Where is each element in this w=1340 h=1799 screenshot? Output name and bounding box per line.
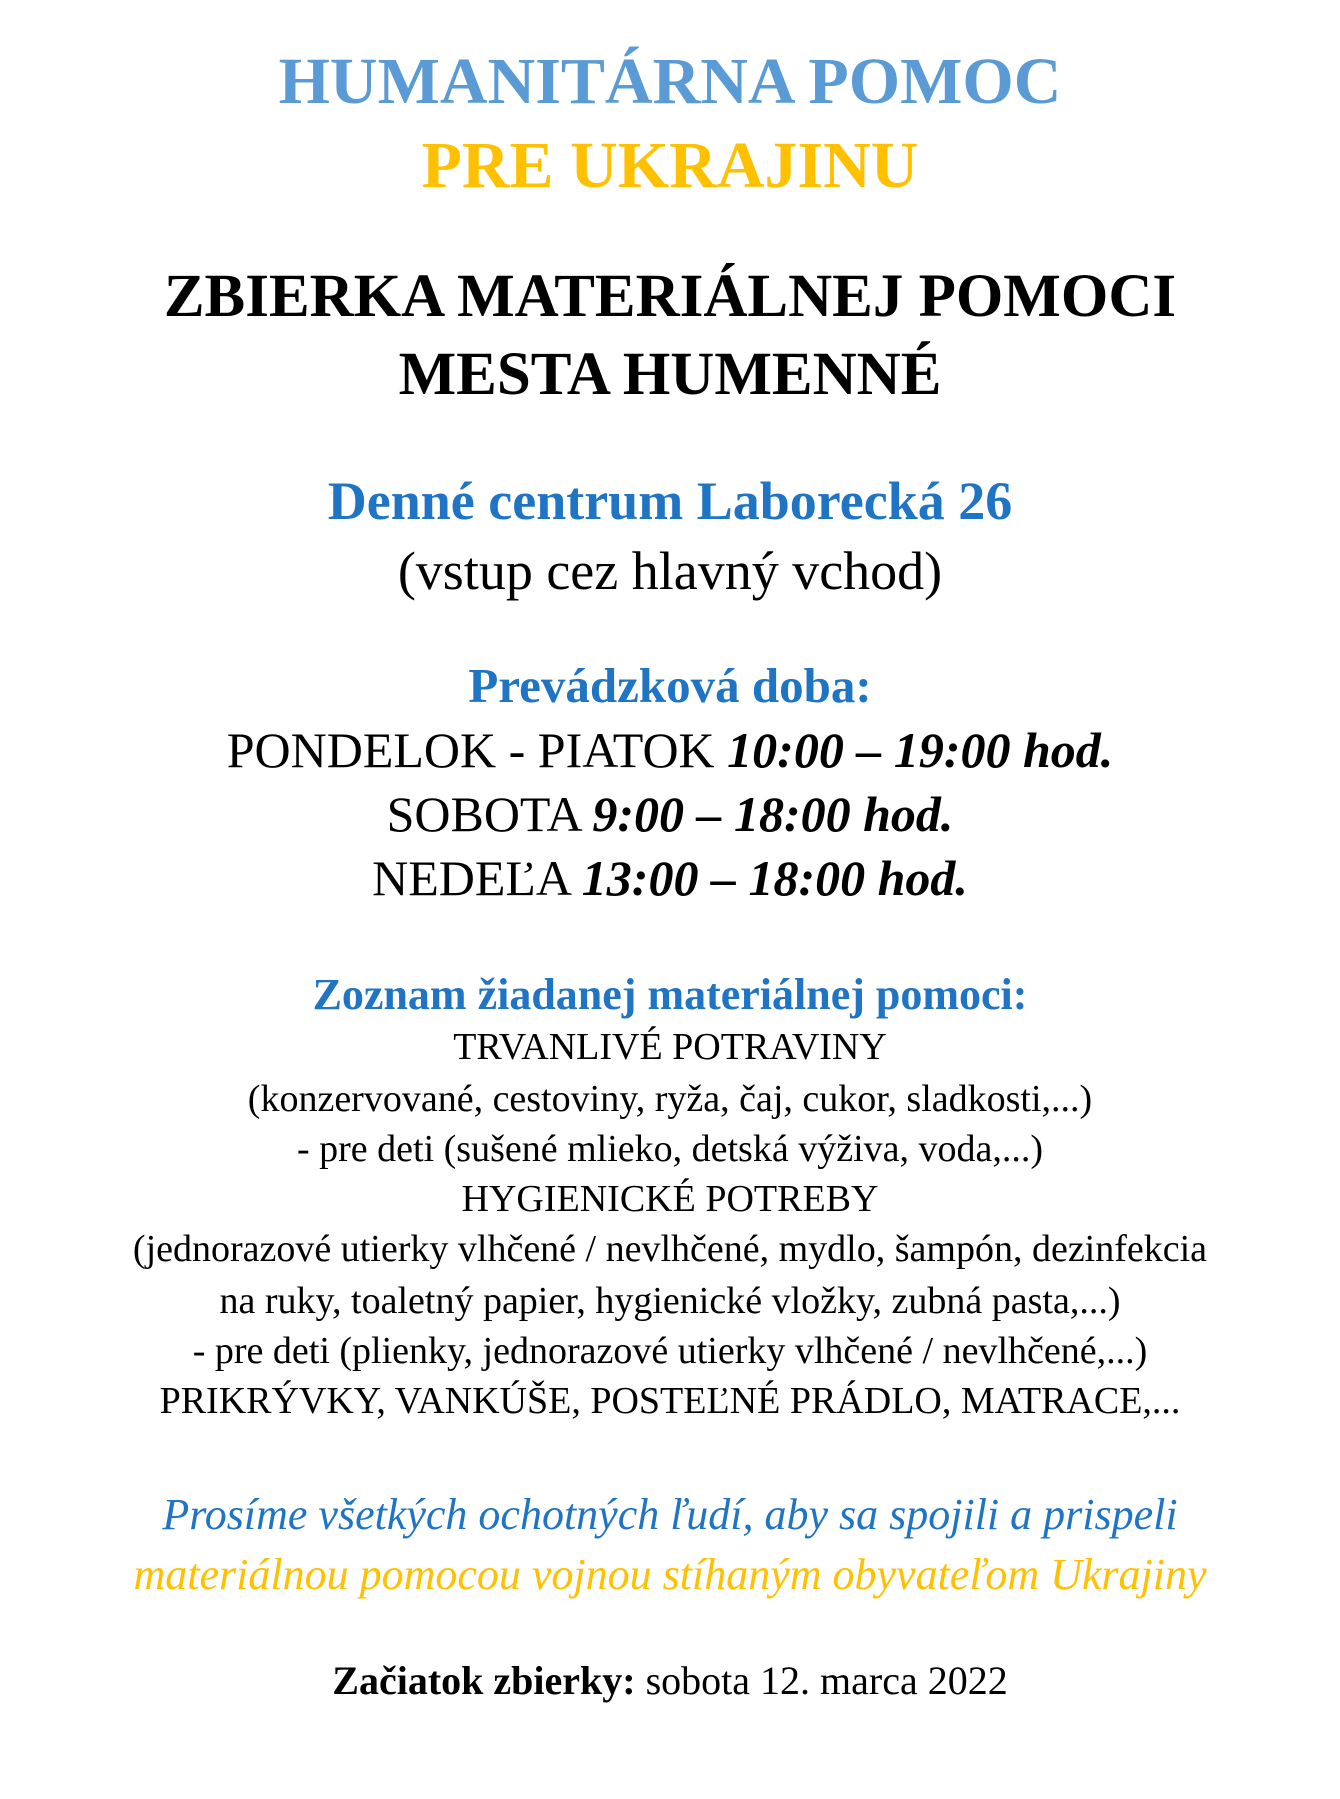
- hours-time: 13:00 – 18:00 hod.: [581, 850, 968, 906]
- hours-row-saturday: [0, 786, 1340, 844]
- start-value: sobota 12. marca 2022: [635, 1658, 1008, 1703]
- start-label: Začiatok zbierky:: [332, 1658, 636, 1703]
- title-line-1: ZBIERKA MATERIÁLNEJ POMOCI: [163, 263, 1177, 330]
- appeal-line-1: Prosíme všetkých ochotných ľudí, aby sa spojili a prispeli: [162, 1490, 1178, 1539]
- hours-row-sunday: [0, 850, 1340, 908]
- list-item: HYGIENICKÉ POTREBY: [461, 1178, 879, 1220]
- hours-time: 10:00 – 19:00 hod.: [727, 722, 1114, 778]
- hours-heading: Prevádzková doba:: [468, 658, 872, 713]
- appeal-line-2: materiálnou pomocou vojnou stíhaným obyvateľom Ukrajiny: [133, 1550, 1207, 1599]
- header-line-1: HUMANITÁRNA POMOC: [278, 45, 1062, 118]
- hours-row-weekdays: [0, 722, 1340, 780]
- list-item: (jednorazové utierky vlhčené / nevlhčené, mydlo, šampón, dezinfekcia: [132, 1228, 1208, 1270]
- list-item: - pre deti (plienky, jednorazové utierky vlhčené / nevlhčené,...): [192, 1330, 1148, 1372]
- start-date: [0, 1658, 1340, 1704]
- list-item: - pre deti (sušené mlieko, detská výživa, voda,...): [296, 1128, 1044, 1170]
- hours-day: SOBOTA: [386, 786, 593, 842]
- location-name: Denné centrum Laborecká 26: [327, 471, 1013, 531]
- title-line-2: MESTA HUMENNÉ: [398, 341, 942, 408]
- hours-day: PONDELOK - PIATOK: [226, 722, 728, 778]
- list-item: na ruky, toaletný papier, hygienické vložky, zubná pasta,...): [219, 1280, 1121, 1322]
- location-note: (vstup cez hlavný vchod): [397, 541, 943, 601]
- list-item: PRIKRÝVKY, VANKÚŠE, POSTEĽNÉ PRÁDLO, MATRACE,...: [159, 1380, 1181, 1422]
- hours-time: 9:00 – 18:00 hod.: [592, 786, 954, 842]
- hours-day: NEDEĽA: [372, 850, 582, 906]
- list-item: TRVANLIVÉ POTRAVINY: [453, 1026, 887, 1068]
- header-line-2: PRE UKRAJINU: [421, 129, 919, 202]
- list-heading: Zoznam žiadanej materiálnej pomoci:: [312, 970, 1028, 1019]
- list-item: (konzervované, cestoviny, ryža, čaj, cukor, sladkosti,...): [247, 1078, 1093, 1120]
